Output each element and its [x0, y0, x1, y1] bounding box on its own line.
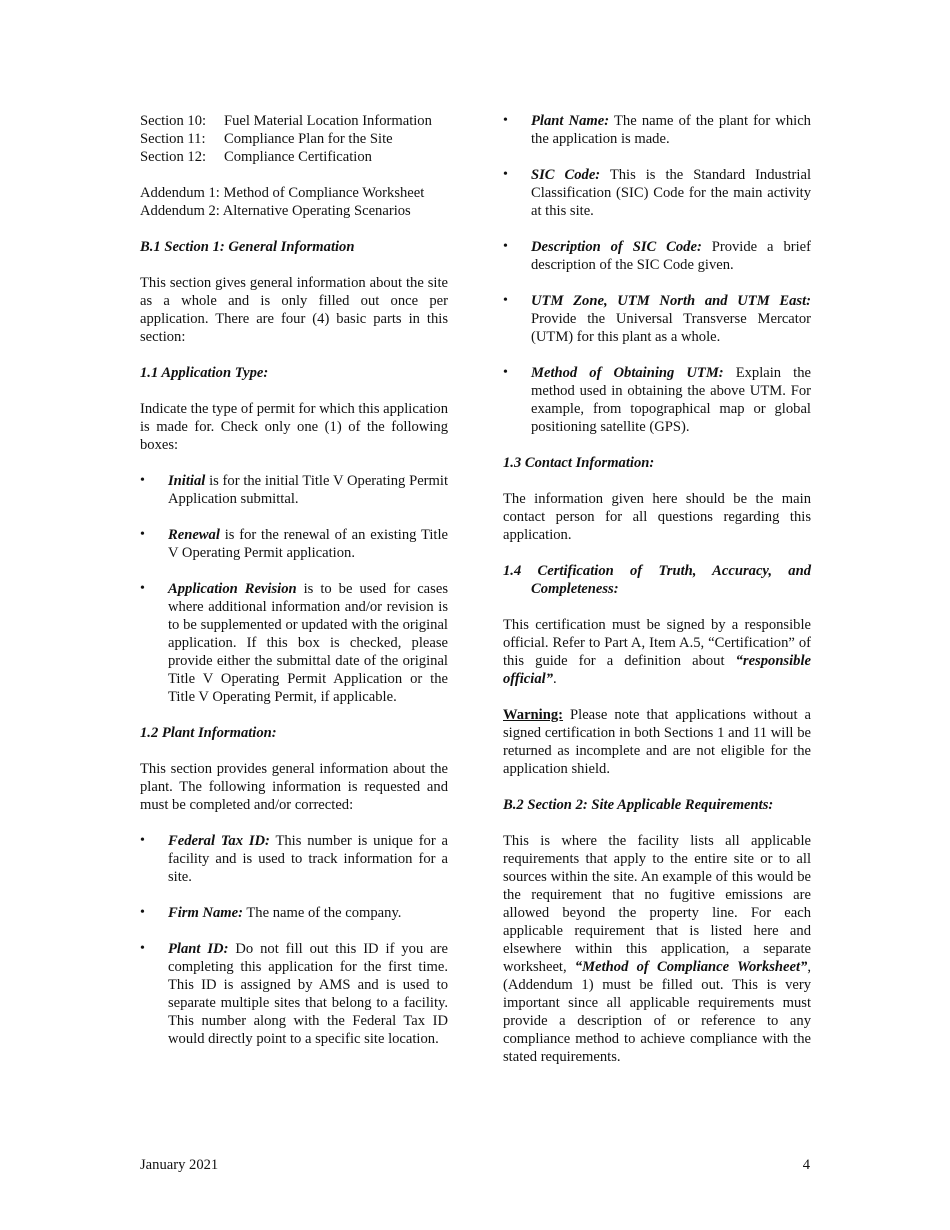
b2-emphasis: “Method of Compliance Worksheet”	[574, 959, 808, 975]
list-item	[140, 580, 448, 706]
item-text: This number is unique for a facility and is used to track information for a site.	[168, 833, 449, 885]
item-text: The name of the company.	[243, 905, 402, 921]
plant-info-list-right	[503, 112, 811, 436]
toc-line	[140, 112, 448, 130]
s12-heading: 1.2 Plant Information:	[140, 725, 277, 741]
item-term: Application Revision	[168, 581, 297, 597]
application-type-list	[140, 472, 448, 706]
item-text: is for the renewal of an existing Title V Operating Permit application.	[168, 527, 448, 561]
toc-section-number: Section 12:	[140, 149, 207, 165]
list-item	[503, 238, 811, 274]
b2-text-after: , (Addendum 1) must be filled out. This is very important since all applicable requirements must provide a description of or reference to any compliance method to achieve compliance with the stated requirements.	[503, 959, 812, 1065]
toc-line	[140, 148, 448, 166]
item-term: Renewal	[168, 527, 220, 543]
toc-addenda	[140, 184, 448, 220]
warning-paragraph	[503, 706, 811, 778]
item-term: Initial	[168, 473, 206, 489]
plant-info-list-left	[140, 832, 448, 1048]
s14-text	[503, 616, 811, 688]
item-term: Plant ID:	[168, 941, 229, 957]
left-column	[140, 112, 448, 1066]
item-text: is to be used for cases where additional information and/or revision is to be supplemented or updated with the original application. If this box is checked, please provide either the submittal date of the original Title V Operating Permit Application or the Title V Operating Permit, if applicable.	[168, 581, 448, 705]
page-number: 4	[802, 1157, 810, 1173]
item-term: UTM Zone, UTM North and UTM East:	[531, 293, 811, 309]
toc-line	[140, 130, 448, 148]
b2-text-before: This is where the facility lists all applicable requirements that apply to the entire site or to all sources within the site. An example of this would be the requirement that no fugitive emissions are allowed beyond the property line. For each applicable requirement that is listed here and elsewhere within this application, a separate worksheet,	[503, 833, 811, 975]
list-item	[140, 904, 448, 922]
s14-text-after: .	[553, 671, 557, 687]
toc-section-number: Section 11:	[140, 131, 206, 147]
item-term: Method of Obtaining UTM:	[531, 365, 724, 381]
warning-text: Please note that applications without a signed certification in both Sections 1 and 11 will be returned as incomplete and are not eligible for the application shield.	[503, 707, 811, 777]
b2-heading: B.2 Section 2: Site Applicable Requirements:	[503, 797, 774, 813]
list-item	[140, 832, 448, 886]
item-text: This is the Standard Industrial Classification (SIC) Code for the main activity at this site.	[531, 167, 811, 219]
item-term: Description of SIC Code:	[531, 239, 702, 255]
s14-emphasis: “responsible official”	[503, 653, 811, 687]
item-text: Provide a brief description of the SIC Code given.	[531, 239, 811, 273]
b1-intro: This section gives general information about the site as a whole and is only filled out once per application. There are four (4) basic parts in this section:	[140, 275, 448, 345]
toc-addendum: Addendum 1: Method of Compliance Worksheet	[140, 185, 425, 201]
toc-section-title: Fuel Material Location Information	[224, 113, 432, 129]
right-column	[503, 112, 811, 1084]
item-term: Plant Name:	[531, 113, 610, 129]
toc-section-title: Compliance Plan for the Site	[224, 131, 393, 147]
b2-text	[503, 832, 811, 1066]
list-item	[503, 112, 811, 148]
item-term: Firm Name:	[168, 905, 243, 921]
list-item	[140, 940, 448, 1048]
footer-date: January 2021	[140, 1157, 219, 1173]
s11-intro: Indicate the type of permit for which this application is made for. Check only one (1) of the following boxes:	[140, 401, 448, 453]
toc-section-title: Compliance Certification	[224, 149, 372, 165]
s12-intro: This section provides general information about the plant. The following information is requested and must be completed and/or corrected:	[140, 761, 448, 813]
s11-heading: 1.1 Application Type:	[140, 365, 269, 381]
item-term: Federal Tax ID:	[168, 833, 270, 849]
b1-heading: B.1 Section 1: General Information	[140, 239, 355, 255]
toc-addendum: Addendum 2: Alternative Operating Scenarios	[140, 203, 411, 219]
item-text: The name of the plant for which the application is made.	[531, 113, 811, 147]
s14-text-before: This certification must be signed by a responsible official. Refer to Part A, Item A.5, “Certification” of this guide for a definition about	[503, 617, 811, 669]
item-text: Explain the method used in obtaining the above UTM. For example, from topographical map or global positioning satellite (GPS).	[531, 365, 811, 435]
list-item	[140, 526, 448, 562]
s13-text: The information given here should be the main contact person for all questions regarding this application.	[503, 491, 811, 543]
toc-sections	[140, 112, 448, 166]
list-item	[503, 292, 811, 346]
item-text: is for the initial Title V Operating Permit Application submittal.	[168, 473, 448, 507]
list-item	[140, 472, 448, 508]
item-text: Provide the Universal Transverse Mercator (UTM) for this plant as a whole.	[531, 311, 811, 345]
list-item	[503, 166, 811, 220]
toc-section-number: Section 10:	[140, 113, 207, 129]
item-term: SIC Code:	[531, 167, 601, 183]
item-text: Do not fill out this ID if you are completing this application for the first time. This ID is assigned by AMS and is used to separate multiple sites that belong to a facility. This number along with the Federal Tax ID would directly point to a specific site location.	[168, 941, 448, 1047]
list-item	[503, 364, 811, 436]
s13-heading: 1.3 Contact Information:	[503, 455, 655, 471]
warning-label: Warning:	[503, 707, 564, 723]
s14-heading: 1.4 Certification of Truth, Accuracy, and Completeness:	[503, 563, 811, 597]
